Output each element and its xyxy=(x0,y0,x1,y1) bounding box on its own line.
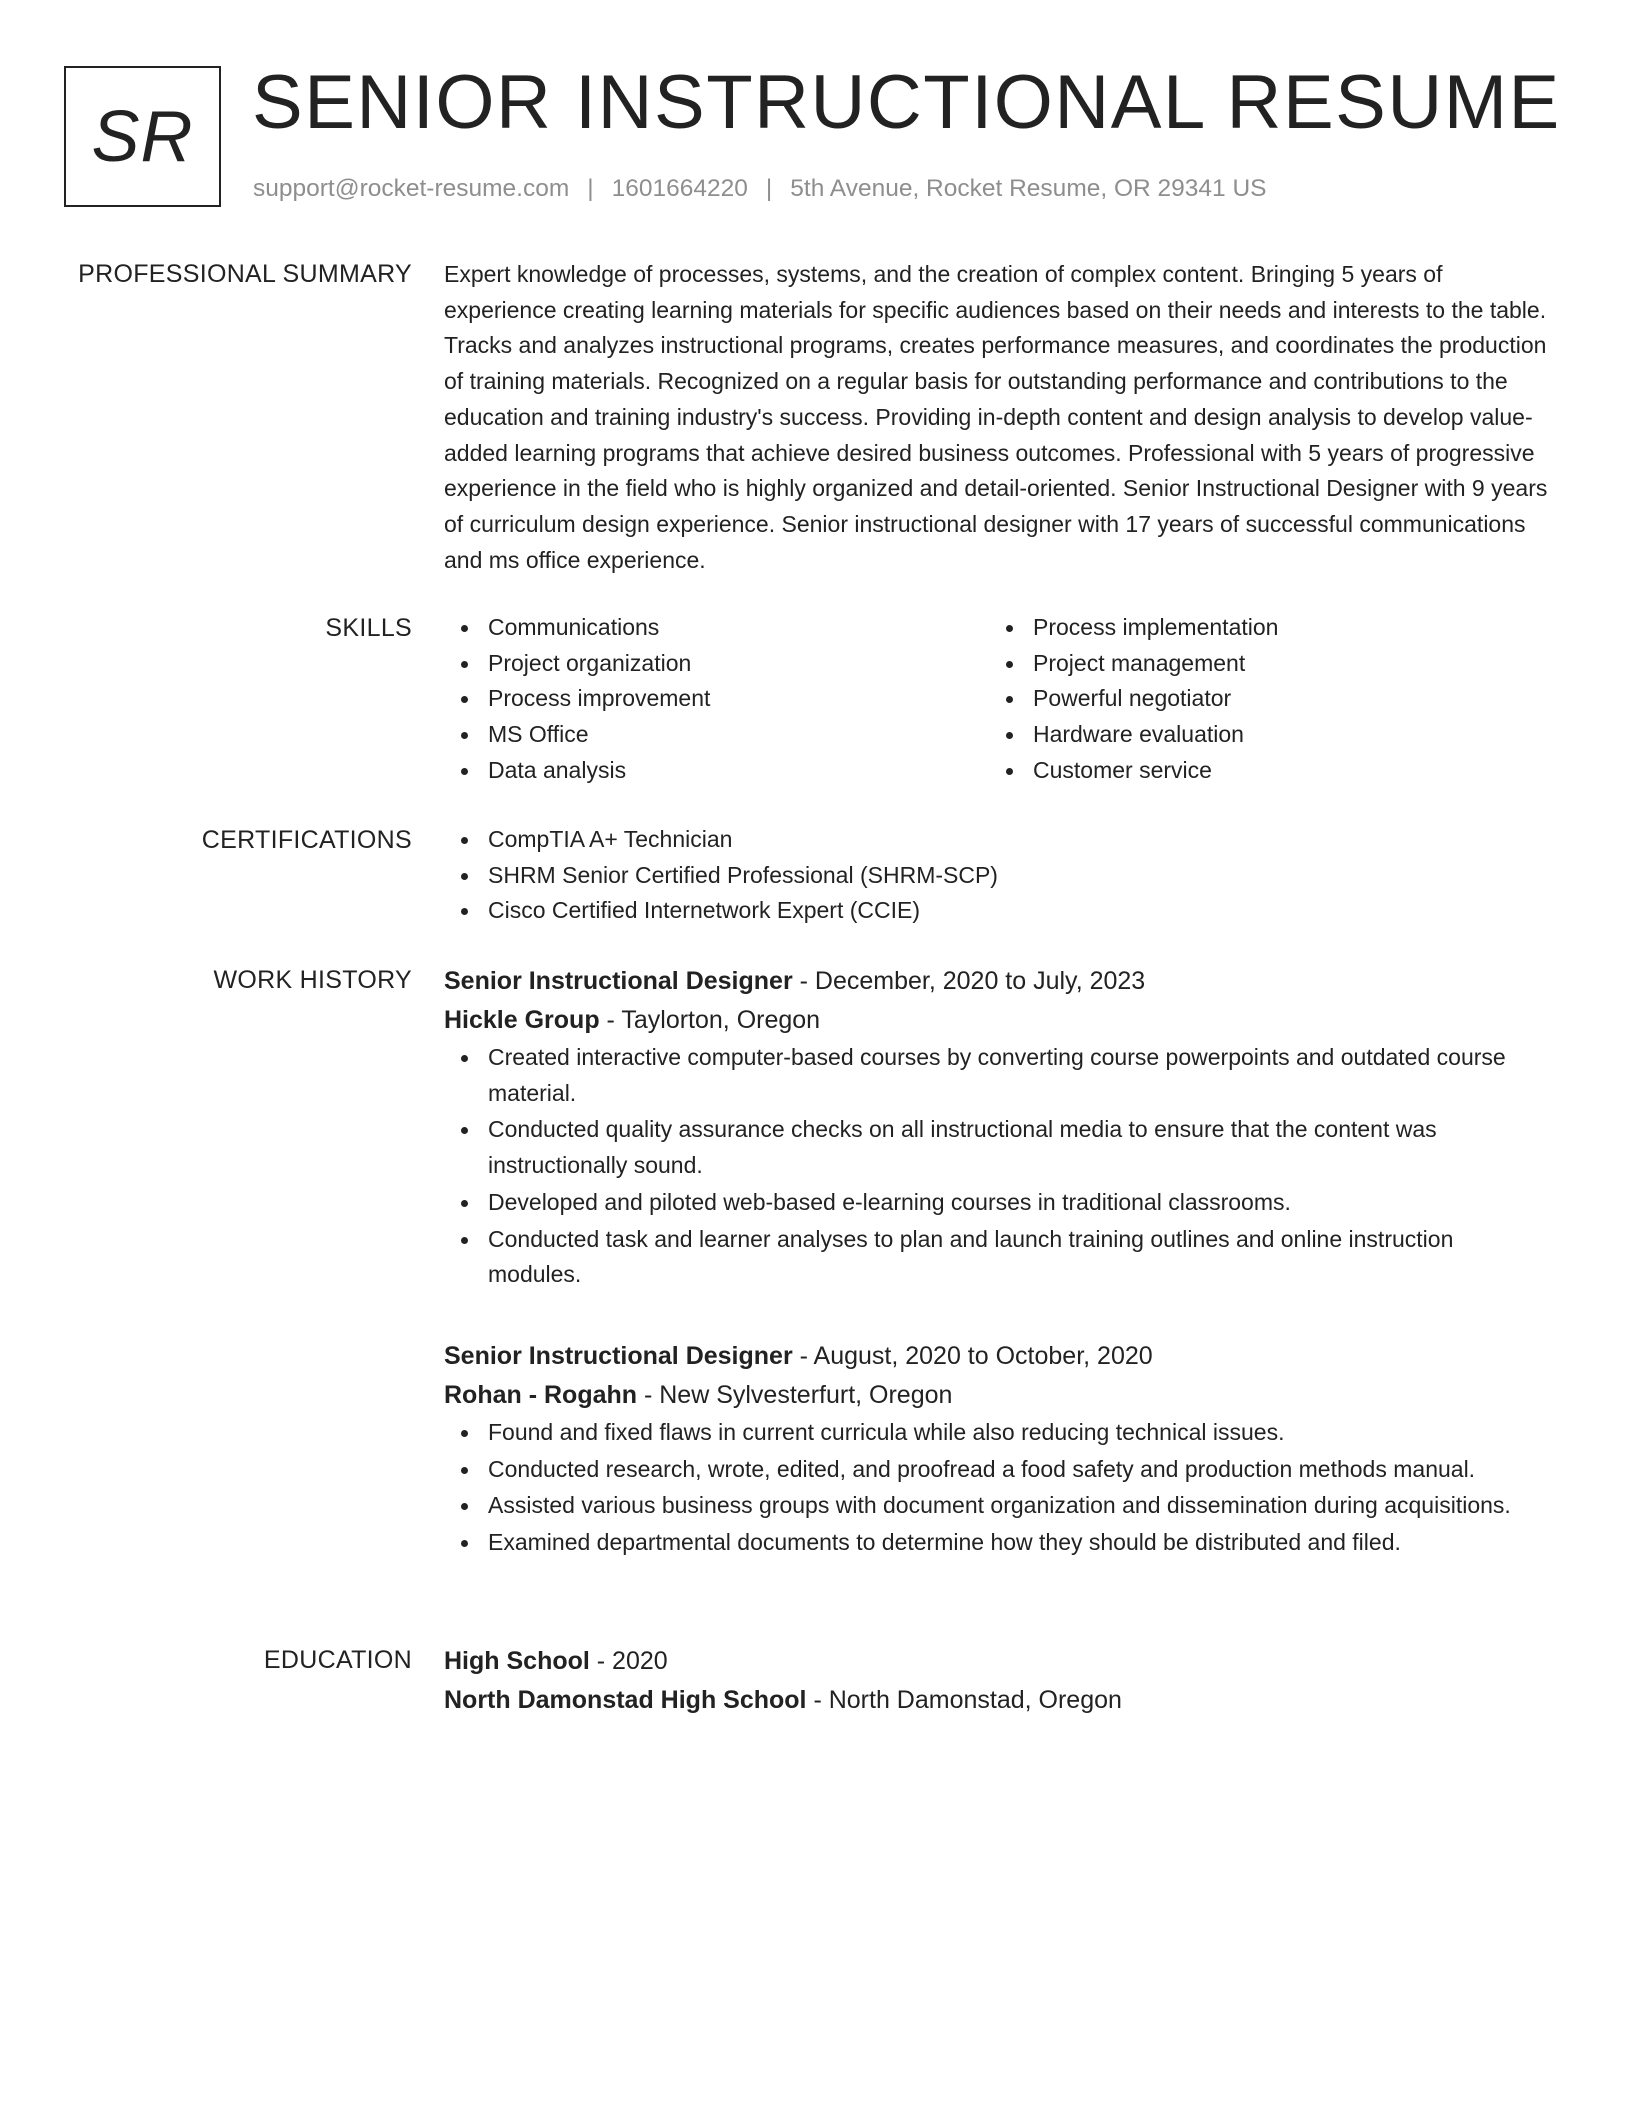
job-company: Hickle Group xyxy=(444,1006,600,1034)
job-bullet: Found and fixed flaws in current curricula while also reducing technical issues. xyxy=(444,1415,1548,1451)
contact-separator: | xyxy=(765,175,773,202)
contact-line xyxy=(253,172,1267,206)
skills-list-right xyxy=(989,610,1534,789)
job-bullet: Conducted task and learner analyses to plan and launch training outlines and online instruction modules. xyxy=(444,1222,1548,1293)
education-degree: High School xyxy=(444,1647,590,1675)
skill-item: Data analysis xyxy=(444,753,989,789)
job-dates: - August, 2020 to October, 2020 xyxy=(792,1342,1153,1370)
job-company-line xyxy=(444,1376,1548,1415)
summary-body xyxy=(444,256,1548,578)
job-entry xyxy=(444,1337,1548,1561)
skill-item: Project management xyxy=(989,646,1534,682)
education-degree-line xyxy=(444,1642,1548,1681)
education-body xyxy=(444,1642,1548,1720)
skill-item: Communications xyxy=(444,610,989,646)
skill-item: Hardware evaluation xyxy=(989,717,1534,753)
education-school: North Damonstad High School xyxy=(444,1686,807,1714)
job-title: Senior Instructional Designer xyxy=(444,1342,793,1370)
job-bullet: Conducted quality assurance checks on all instructional media to ensure that the content was instructionally sound. xyxy=(444,1112,1548,1183)
resume-title: SENIOR INSTRUCTIONAL RESUME xyxy=(252,60,1561,145)
skill-item: Powerful negotiator xyxy=(989,681,1534,717)
job-company: Rohan - Rogahn xyxy=(444,1381,638,1409)
skill-item: Process implementation xyxy=(989,610,1534,646)
skills-body xyxy=(444,610,1548,789)
contact-email[interactable]: support@rocket-resume.com xyxy=(253,175,570,202)
contact-address: 5th Avenue, Rocket Resume, OR 29341 US xyxy=(790,175,1267,202)
skill-item: Project organization xyxy=(444,646,989,682)
job-title-line xyxy=(444,1337,1548,1376)
certifications-list xyxy=(444,822,1548,929)
skill-item: MS Office xyxy=(444,717,989,753)
job-bullets xyxy=(444,1415,1548,1561)
skills-list-left xyxy=(444,610,989,789)
job-title: Senior Instructional Designer xyxy=(444,967,793,995)
section-label-work-history: WORK HISTORY xyxy=(213,966,412,994)
section-label-certifications: CERTIFICATIONS xyxy=(201,826,412,854)
job-bullet: Examined departmental documents to determine how they should be distributed and filed. xyxy=(444,1525,1548,1561)
job-bullet: Assisted various business groups with document organization and dissemination during acquisitions. xyxy=(444,1488,1548,1524)
job-location: - New Sylvesterfurt, Oregon xyxy=(637,1381,953,1409)
contact-phone[interactable]: 1601664220 xyxy=(611,175,748,202)
section-label-education: EDUCATION xyxy=(263,1646,412,1674)
certification-item: SHRM Senior Certified Professional (SHRM-SCP) xyxy=(444,858,1548,894)
section-label-summary: PROFESSIONAL SUMMARY xyxy=(78,260,412,288)
skills-grid xyxy=(444,610,1548,789)
monogram-initials: SR xyxy=(91,96,194,177)
section-label-skills: SKILLS xyxy=(325,614,412,642)
skill-item: Customer service xyxy=(989,753,1534,789)
job-bullet: Created interactive computer-based courses by converting course powerpoints and outdated course material. xyxy=(444,1040,1548,1111)
monogram-badge xyxy=(64,66,221,207)
work-history-body xyxy=(444,962,1548,1294)
job-company-line xyxy=(444,1001,1548,1040)
certifications-body xyxy=(444,822,1548,929)
education-school-line xyxy=(444,1681,1548,1720)
education-location: - North Damonstad, Oregon xyxy=(806,1686,1122,1714)
work-history-body-2 xyxy=(444,1337,1548,1562)
education-year: - 2020 xyxy=(589,1647,668,1675)
certification-item: CompTIA A+ Technician xyxy=(444,822,1548,858)
contact-separator: | xyxy=(587,175,594,202)
skill-item: Process improvement xyxy=(444,681,989,717)
job-bullets xyxy=(444,1040,1548,1293)
job-bullet: Developed and piloted web-based e-learning courses in traditional classrooms. xyxy=(444,1185,1548,1221)
job-title-line xyxy=(444,962,1548,1001)
summary-text: Expert knowledge of processes, systems, and the creation of complex content. Bringing 5 years of experience creating learning materials for specific audiences based on their needs and interests to the table. Tracks and analyzes instructional programs, creates performance measures, and coordinates the production of training materials. Recognized on a regular basis for outstanding performance and contributions to the education and training industry's success. Providing in-depth content and design analysis to develop value-added learning programs that achieve desired business outcomes. Professional with 5 years of progressive experience in the field who is highly organized and detail-oriented. Senior Instructional Designer with 9 years of curriculum design experience. Senior instructional designer with 17 years of successful communications and ms office experience. xyxy=(444,261,1548,573)
job-bullet: Conducted research, wrote, edited, and proofread a food safety and production methods manual. xyxy=(444,1452,1548,1488)
certification-item: Cisco Certified Internetwork Expert (CCIE) xyxy=(444,893,1548,929)
job-entry xyxy=(444,962,1548,1293)
job-dates: - December, 2020 to July, 2023 xyxy=(792,967,1146,995)
job-location: - Taylorton, Oregon xyxy=(599,1006,821,1034)
